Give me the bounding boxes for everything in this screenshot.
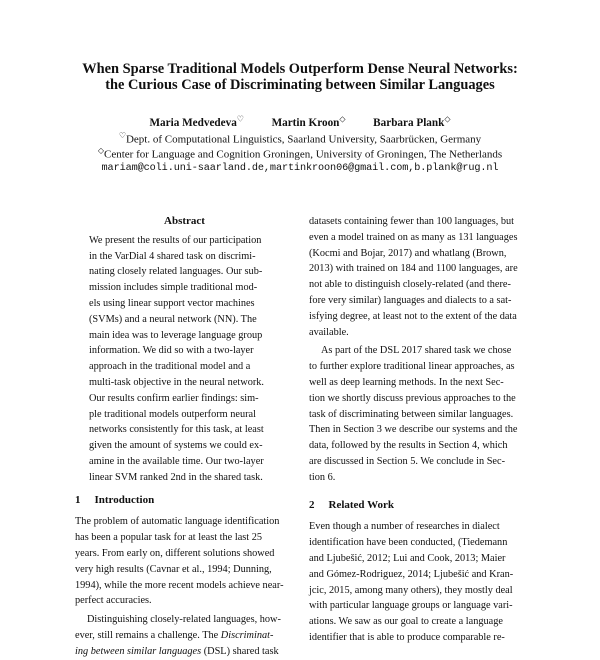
- abstract-line: main idea was to leverage language group: [89, 329, 263, 341]
- related-work-paragraph-1: [309, 519, 531, 645]
- text-line: tion 6.: [309, 471, 336, 483]
- text-line: even a model trained on as many as 131 languages: [309, 231, 518, 243]
- text-line: jcic, 2015, among many others), they mostly deal: [309, 584, 513, 596]
- abstract-line: We present the results of our participation: [89, 234, 262, 246]
- abstract-line: approach in the traditional model and a: [89, 361, 251, 373]
- text-line: identification have been conducted, (Tiedemann: [309, 537, 508, 549]
- text-line: data, followed by the results in Section 4, which: [309, 440, 508, 452]
- title-line-1: When Sparse Traditional Models Outperform Dense Neural Networks:: [82, 61, 518, 77]
- right-paragraph-1: [309, 214, 531, 340]
- text-line: isfying degree, at least not to the extent of the data: [309, 310, 517, 322]
- right-paragraph-2: [309, 343, 531, 485]
- abstract-line: multi-task objective in the neural network.: [89, 376, 264, 388]
- text-line: 1994), while the more recent models achieve near-: [75, 579, 284, 591]
- introduction-paragraph-2: [75, 612, 294, 659]
- related-work-heading: 2 Related Work: [309, 498, 394, 511]
- abstract-line: nating closely related languages. Our sub-: [89, 266, 263, 278]
- text-line: with particular language groups or language vari-: [309, 600, 513, 612]
- text-line: ever, still remains a challenge. The Discriminat-: [75, 629, 274, 641]
- text-line: has been a popular task for at least the last 25: [75, 532, 262, 544]
- abstract-heading: Abstract: [164, 215, 205, 227]
- left-column: [75, 214, 294, 660]
- text-line: tion we shortly discuss previous approaches to the: [309, 392, 516, 404]
- right-column: [309, 214, 531, 646]
- text-line: Even though a number of researches in dialect: [309, 521, 500, 533]
- author-2: Martin Kroon◇: [271, 114, 346, 129]
- text-line: task of discriminating between similar languages.: [309, 408, 514, 420]
- author-emails: mariam@coli.uni-saarland.de,martinkroon06@gmail.com,b.plank@rug.nl: [101, 163, 499, 174]
- abstract-line: given the amount of systems we could ex-: [89, 440, 263, 452]
- text-line: well as deep learning methods. In the next Sec-: [309, 376, 504, 388]
- text-line: and Ljubešić, 2012; Lui and Cook, 2013; Maier: [309, 552, 506, 564]
- introduction-heading: 1 Introduction: [75, 493, 155, 506]
- author-1: Maria Medvedeva♡: [149, 114, 244, 129]
- introduction-paragraph-1: [75, 514, 294, 609]
- text-line: to further explore traditional linear approaches, as: [309, 361, 515, 373]
- text-line: available.: [309, 326, 349, 338]
- text-line: ing between similar languages (DSL) shared task: [75, 645, 279, 657]
- title-line-2: the Curious Case of Discriminating between Similar Languages: [105, 77, 495, 93]
- text-line: and Gómez-Rodriguez, 2014; Ljubešić and Kran-: [309, 568, 514, 580]
- abstract-line: networks consistently for this task, at least: [89, 424, 264, 436]
- abstract-line: (SVMs) and a neural network (NN). The: [89, 313, 257, 325]
- affiliation-2: ◇Center for Language and Cognition Groningen, University of Groningen, The Netherlands: [97, 146, 503, 161]
- text-line: Then in Section 3 we describe our systems and the: [309, 424, 518, 436]
- text-line: datasets containing fewer than 100 languages, but: [309, 216, 515, 227]
- text-line: not able to distinguish closely-related (and there-: [309, 279, 511, 291]
- abstract-line: mission includes simple traditional mod-: [89, 282, 258, 294]
- affiliation-1: ♡Dept. of Computational Linguistics, Saarland University, Saarbrücken, Germany: [118, 131, 482, 146]
- text-line: Distinguishing closely-related languages, how-: [87, 614, 281, 626]
- abstract-body: [75, 233, 294, 486]
- text-line: fore very similar) languages and dialects to a sat-: [309, 294, 512, 306]
- text-line: years. From early on, different solutions showed: [75, 547, 275, 559]
- text-line: (Kocmi and Bojar, 2017) and whatlang (Brown,: [309, 247, 507, 259]
- abstract-line: linear SVM ranked 2nd in the shared task.: [89, 471, 263, 483]
- abstract-line: ple traditional models outperform neural: [89, 408, 256, 420]
- text-line: The problem of automatic language identification: [75, 516, 280, 528]
- abstract-line: els using linear support vector machines: [89, 297, 255, 309]
- text-line: are discussed in Section 5. We conclude in Sec-: [309, 455, 505, 467]
- paper-title: [0, 61, 600, 93]
- abstract-line: amine in the available time. Our two-layer: [89, 455, 264, 467]
- text-line: very high results (Cavnar et al., 1994; Dunning,: [75, 563, 272, 575]
- text-line: identifier that is able to produce comparable re-: [309, 631, 505, 643]
- abstract-line: information. We did so with a two-layer: [89, 345, 254, 357]
- abstract-line: in the VarDial 4 shared task on discrimi-: [89, 250, 256, 262]
- abstract-line: Our results confirm earlier findings: sim-: [89, 392, 259, 404]
- text-line: 2013) with trained on 184 and 1100 languages, are: [309, 263, 518, 275]
- text-line: perfect accuracies.: [75, 595, 152, 607]
- text-line: ations. We saw as our goal to create a language: [309, 616, 503, 628]
- author-3: Barbara Plank◇: [373, 114, 451, 129]
- text-line: As part of the DSL 2017 shared task we chose: [321, 345, 512, 357]
- author-list: [0, 114, 600, 129]
